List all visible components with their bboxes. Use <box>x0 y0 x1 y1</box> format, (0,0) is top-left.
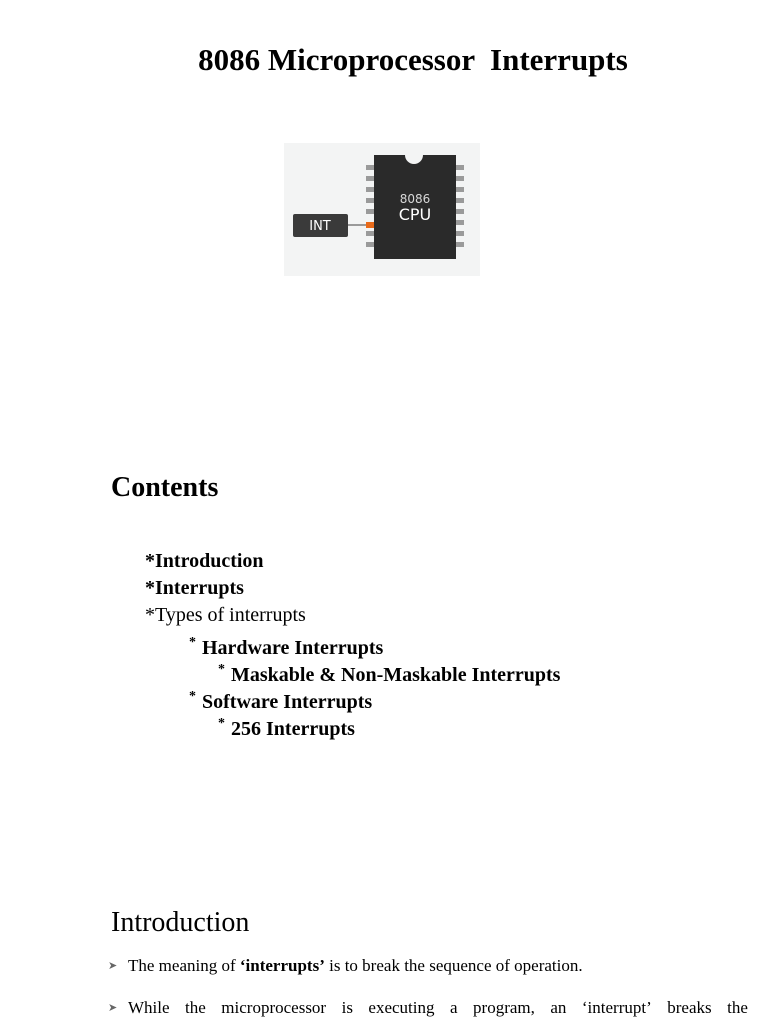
contents-item-label: Software Interrupts <box>202 691 373 713</box>
chip-label-model: 8086 <box>399 192 431 206</box>
contents-item-label: Interrupts <box>155 577 244 599</box>
contents-item-types-of-interrupts <box>145 602 306 629</box>
introduction-bullet <box>108 955 748 977</box>
bullet-text-emphasis: ‘interrupts’ <box>239 956 325 975</box>
contents-item-interrupts <box>145 575 244 602</box>
contents-item-256-interrupts <box>218 710 355 743</box>
chip-label-cpu: CPU <box>398 205 432 224</box>
bullet-star: * <box>145 550 155 572</box>
arrow-bullet-icon: ➤ <box>108 1001 118 1014</box>
contents-heading: Contents <box>111 472 219 503</box>
bullet-star: * <box>189 635 196 650</box>
bullet-text-after: is to break the sequence of operation. <box>324 956 583 975</box>
contents-item-label: 256 Interrupts <box>231 718 355 740</box>
contents-item-label: Types of interrupts <box>155 604 306 626</box>
introduction-bullet <box>108 997 748 1019</box>
contents-item-label: Maskable & Non-Maskable Interrupts <box>231 664 561 686</box>
bullet-word: is <box>341 998 353 1017</box>
bullet-word: program, <box>473 998 535 1017</box>
bullet-word: the <box>727 998 748 1017</box>
bullet-text-before: The meaning of <box>128 956 240 975</box>
bullet-word: the <box>185 998 206 1017</box>
bullet-word: breaks <box>667 998 712 1017</box>
contents-item-label: Introduction <box>155 550 264 572</box>
bullet-word: microprocessor <box>221 998 327 1017</box>
bullet-word: a <box>450 998 458 1017</box>
bullet-star: * <box>218 716 225 731</box>
bullet-star: * <box>145 604 155 626</box>
page-title: 8086 Microprocessor Interrupts <box>198 42 628 77</box>
bullet-word: executing <box>368 998 435 1017</box>
bullet-word: an <box>550 998 567 1017</box>
bullet-star: * <box>145 577 155 599</box>
contents-item-introduction <box>145 548 264 575</box>
cpu-chip-figure <box>284 143 480 276</box>
bullet-word: While <box>128 998 170 1017</box>
arrow-bullet-icon: ➤ <box>108 959 118 972</box>
introduction-heading: Introduction <box>111 907 250 938</box>
bullet-star: * <box>189 689 196 704</box>
bullet-word: ‘interrupt’ <box>581 998 652 1017</box>
int-label: INT <box>309 219 331 234</box>
bullet-text-justified <box>128 997 748 1019</box>
contents-item-label: Hardware Interrupts <box>202 637 384 659</box>
bullet-star: * <box>218 662 225 677</box>
cpu-chip-illustration <box>284 143 480 276</box>
